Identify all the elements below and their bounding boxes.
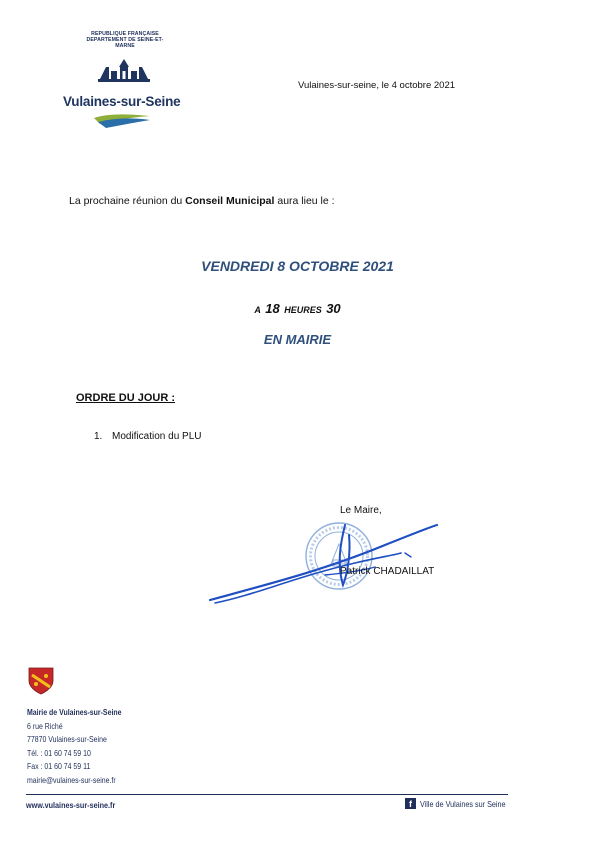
signature-name: Patrick CHADAILLAT	[340, 566, 435, 577]
agenda-item-number: 1.	[94, 431, 103, 442]
coat-of-arms-icon	[28, 667, 54, 695]
intro-text	[69, 195, 335, 207]
footer-street: 6 rue Riché	[27, 721, 63, 731]
meeting-place: EN MAIRIE	[263, 332, 332, 347]
date-line: Vulaines-sur-seine, le 4 octobre 2021	[298, 80, 456, 91]
footer-facebook-label: Ville de Vulaines sur Seine	[420, 798, 506, 809]
agenda-item-label: Modification du PLU	[112, 431, 202, 442]
footer-divider	[26, 794, 508, 795]
republic-line: REPUBLIQUE FRANÇAISE	[91, 31, 159, 37]
intro-before: La prochaine réunion du	[69, 195, 186, 207]
time-minutes: 30	[326, 301, 341, 316]
time-heures: HEURES	[284, 305, 322, 315]
footer-address	[27, 706, 122, 788]
department-line: DEPARTEMENT DE SEINE-ET-	[86, 37, 164, 43]
town-name: Vulaines-sur-Seine	[63, 94, 181, 109]
time-hour: 18	[265, 301, 280, 316]
agenda-title: ORDRE DU JOUR :	[76, 392, 176, 404]
footer-email: mairie@vulaines-sur-seine.fr	[27, 775, 116, 785]
department-line-2: MARNE	[115, 43, 135, 49]
footer-website: www.vulaines-sur-seine.fr	[26, 800, 116, 810]
republic-header	[70, 31, 180, 49]
river-waves-logo-icon	[92, 112, 152, 130]
signature-role: Le Maire,	[340, 505, 382, 516]
footer-facebook	[405, 798, 521, 809]
intro-after: aura lieu le :	[274, 195, 335, 207]
town-hall-logo-icon	[96, 57, 152, 91]
meeting-date: VENDREDI 8 OCTOBRE 2021	[201, 258, 394, 274]
intro-bold: Conseil Municipal	[185, 195, 275, 207]
footer-fax: Fax : 01 60 74 59 11	[27, 762, 91, 772]
footer-org: Mairie de Vulaines-sur-Seine	[27, 708, 122, 717]
agenda-item	[94, 431, 202, 442]
meeting-time	[0, 300, 595, 318]
facebook-icon: f	[405, 798, 416, 809]
footer-city: 77870 Vulaines-sur-Seine	[27, 735, 107, 745]
handwritten-signature-icon	[205, 515, 445, 610]
footer-tel: Tél. : 01 60 74 59 10	[27, 748, 91, 758]
time-a: A	[254, 305, 261, 315]
